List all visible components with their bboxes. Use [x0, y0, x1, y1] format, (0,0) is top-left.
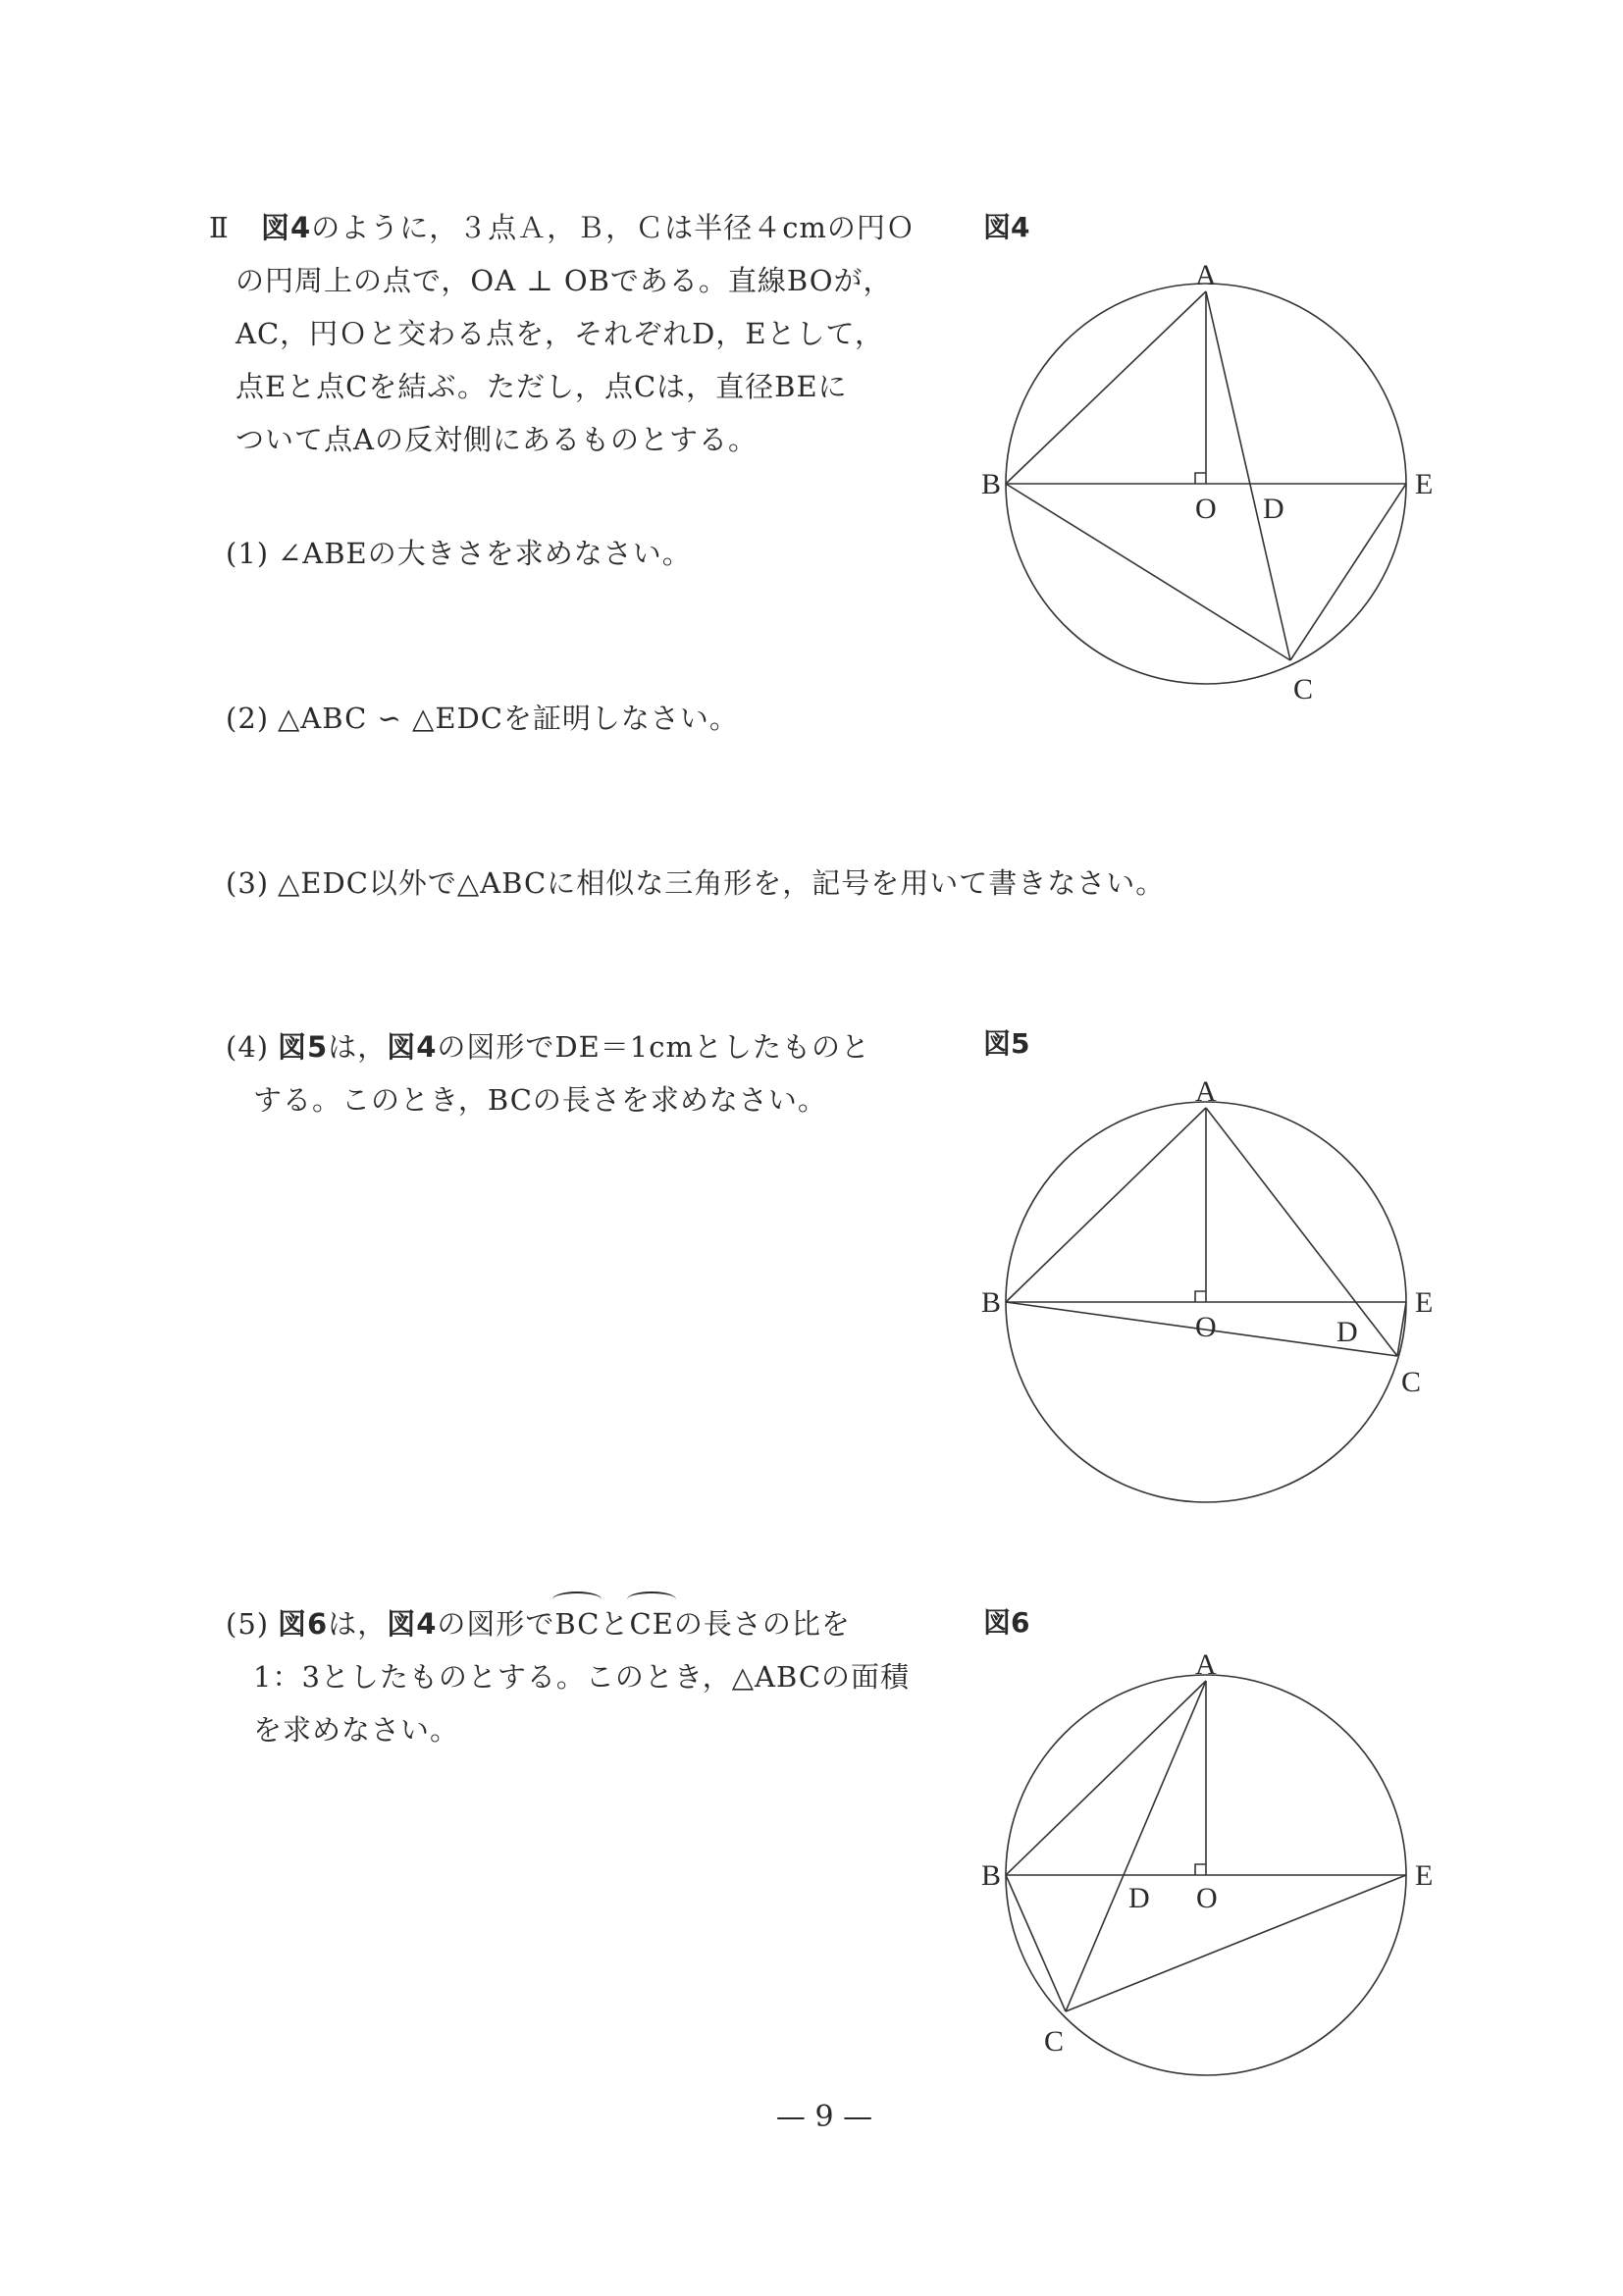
question-2-text: △ABC ∽ △EDCを証明しなさい。 [278, 702, 739, 735]
question-5-line-1: 図6は，図4の図形でBCとCEの長さの比を [278, 1597, 851, 1650]
intro-line-5: ついて点Aの反対側にあるものとする。 [236, 423, 758, 456]
point-c-label: C [1401, 1366, 1422, 1398]
question-3-number: (3) [226, 866, 270, 900]
figure-4-label: 図4 [983, 211, 1030, 243]
point-a-label: A [1195, 259, 1217, 291]
figure-6-label: 図6 [983, 1606, 1030, 1639]
question-5-number: (5) [226, 1607, 270, 1641]
page-number: — 9 — [775, 2100, 873, 2134]
point-o-label: O [1195, 493, 1217, 525]
question-4-line-2: する。このとき，BCの長さを求めなさい。 [253, 1083, 827, 1117]
right-angle-mark [1195, 1864, 1206, 1875]
point-b-label: B [981, 1286, 1002, 1319]
point-c-label: C [1293, 673, 1314, 705]
point-b-label: B [981, 1859, 1002, 1892]
intro-line-4: 点Eと点Cを結ぶ。ただし，点Cは，直径BEに [236, 370, 848, 403]
figure-ref: 図4 [261, 211, 312, 244]
segment-ac [1066, 1681, 1206, 2011]
question-1-text: ∠ABEの大きさを求めなさい。 [278, 537, 692, 570]
question-5-line-3: を求めなさい。 [253, 1713, 460, 1747]
question-4-line-1: 図5は，図4の図形でDE＝1cmとしたものと [278, 1030, 871, 1064]
question-4-number: (4) [226, 1030, 270, 1064]
section-number: Ⅱ [209, 211, 230, 244]
segment-ab [1006, 1681, 1206, 1875]
question-1-number: (1) [226, 537, 270, 570]
intro-line-2: の円周上の点で，OA ⊥ OBである。直線BOが， [236, 264, 893, 297]
point-d-label: D [1263, 493, 1284, 525]
arc-ce: CE [629, 1597, 673, 1650]
figure-5-label: 図5 [983, 1027, 1030, 1060]
point-o-label: O [1196, 1882, 1218, 1914]
segment-bc [1006, 1875, 1066, 2011]
point-e-label: E [1415, 468, 1434, 500]
point-c-label: C [1044, 2025, 1065, 2058]
question-5-line-2: 1：3としたものとする。このとき，△ABCの面積 [253, 1660, 911, 1694]
point-a-label: A [1195, 1075, 1217, 1108]
segment-ce [1066, 1875, 1406, 2011]
intro-line-3: AC，円Ｏと交わる点を，それぞれD，Eとして， [236, 317, 884, 350]
point-d-label: D [1336, 1316, 1358, 1348]
point-e-label: E [1415, 1286, 1434, 1319]
arc-bc: BC [554, 1597, 600, 1650]
point-d-label: D [1128, 1882, 1150, 1914]
question-2-number: (2) [226, 702, 270, 735]
question-3-text: △EDC以外で△ABCに相似な三角形を，記号を用いて書きなさい。 [278, 866, 1166, 900]
intro-line-1: 図4のように，３点Ａ，Ｂ，Ｃは半径４cmの円Ｏ [261, 211, 916, 244]
point-b-label: B [981, 468, 1002, 500]
point-e-label: E [1415, 1859, 1434, 1892]
point-a-label: A [1195, 1648, 1217, 1681]
point-o-label: O [1195, 1311, 1217, 1343]
